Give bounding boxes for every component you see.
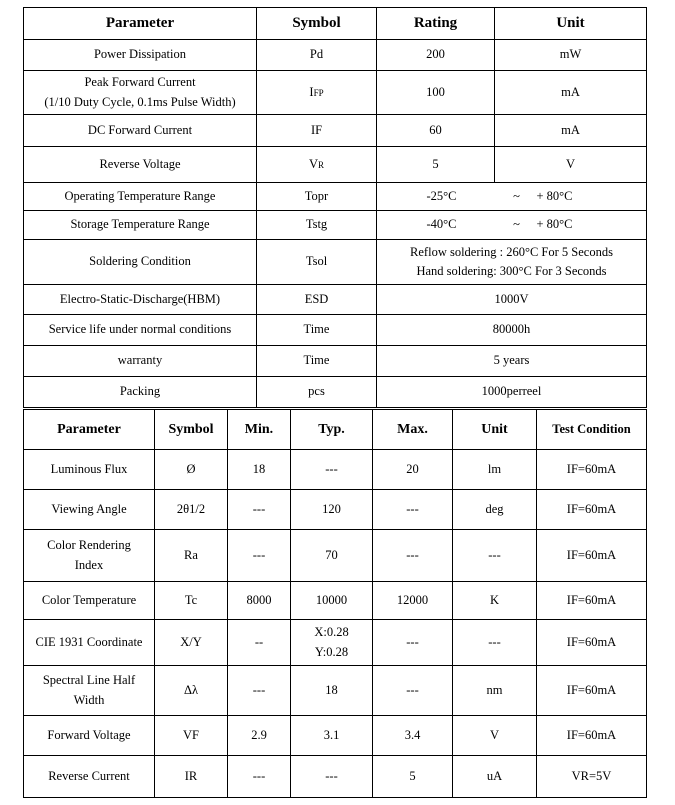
parameter-cell: Soldering Condition xyxy=(24,240,257,285)
table-row xyxy=(24,211,647,240)
test-condition-cell: IF=60mA xyxy=(537,530,647,582)
header-symbol: Symbol xyxy=(155,410,228,450)
max-cell: --- xyxy=(373,490,453,530)
test-condition-cell: IF=60mA xyxy=(537,450,647,490)
parameter-cell: Reverse Voltage xyxy=(24,147,257,183)
unit-cell: --- xyxy=(453,530,537,582)
table-header-row xyxy=(24,8,647,40)
header-unit: Unit xyxy=(453,410,537,450)
header-parameter: Parameter xyxy=(24,410,155,450)
test-condition-cell: IF=60mA xyxy=(537,582,647,620)
table-row xyxy=(24,183,647,211)
symbol-cell: Pd xyxy=(257,40,377,71)
range-separator: ~ xyxy=(513,188,520,203)
parameter-line: (1/10 Duty Cycle, 0.1ms Pulse Width) xyxy=(44,94,236,109)
symbol-cell: Topr xyxy=(257,183,377,211)
min-cell: --- xyxy=(228,490,291,530)
test-condition-cell: IF=60mA xyxy=(537,716,647,756)
table-row xyxy=(24,315,647,346)
symbol-cell: IF xyxy=(257,115,377,147)
table-row xyxy=(24,71,647,115)
rating-range-cell xyxy=(377,183,647,211)
range-high: + 80°C xyxy=(536,188,573,203)
table-row xyxy=(24,620,647,666)
table-row xyxy=(24,530,647,582)
rating-value-cell: 80000h xyxy=(377,315,647,346)
parameter-line: Spectral Line Half xyxy=(42,673,136,688)
min-cell: 2.9 xyxy=(228,716,291,756)
unit-cell: mW xyxy=(495,40,647,71)
parameter-cell xyxy=(24,71,257,115)
header-symbol: Symbol xyxy=(257,8,377,40)
table-row xyxy=(24,346,647,377)
unit-cell: V xyxy=(495,147,647,183)
header-unit: Unit xyxy=(495,8,647,40)
parameter-cell: Reverse Current xyxy=(24,756,155,798)
parameter-cell: Power Dissipation xyxy=(24,40,257,71)
symbol-main: V xyxy=(308,156,318,171)
table-header-row xyxy=(24,410,647,450)
min-cell: 18 xyxy=(228,450,291,490)
table-row xyxy=(24,582,647,620)
min-cell: --- xyxy=(228,756,291,798)
table-row xyxy=(24,240,647,285)
symbol-cell: VF xyxy=(155,716,228,756)
table-row xyxy=(24,666,647,716)
unit-cell: lm xyxy=(453,450,537,490)
min-cell: --- xyxy=(228,666,291,716)
table-row xyxy=(24,115,647,147)
typ-cell: 70 xyxy=(291,530,373,582)
table-row xyxy=(24,716,647,756)
header-rating: Rating xyxy=(377,8,495,40)
symbol-cell: ESD xyxy=(257,285,377,315)
symbol-cell xyxy=(257,71,377,115)
parameter-cell xyxy=(24,530,155,582)
value-line: Hand soldering: 300°C For 3 Seconds xyxy=(416,264,607,278)
unit-cell: uA xyxy=(453,756,537,798)
header-test-condition: Test Condition xyxy=(537,410,647,450)
typ-cell: --- xyxy=(291,450,373,490)
symbol-cell: Δλ xyxy=(155,666,228,716)
parameter-cell: Luminous Flux xyxy=(24,450,155,490)
table-row xyxy=(24,377,647,408)
min-cell: --- xyxy=(228,530,291,582)
test-condition-cell: VR=5V xyxy=(537,756,647,798)
characteristics-table xyxy=(23,409,647,798)
table-row xyxy=(24,285,647,315)
rating-value-cell: 1000perreel xyxy=(377,377,647,408)
header-typ: Typ. xyxy=(291,410,373,450)
absolute-ratings-table xyxy=(23,7,647,408)
rating-value-cell: 1000V xyxy=(377,285,647,315)
header-min: Min. xyxy=(228,410,291,450)
max-cell: --- xyxy=(373,666,453,716)
symbol-cell: pcs xyxy=(257,377,377,408)
symbol-cell: 2θ1/2 xyxy=(155,490,228,530)
parameter-line: Width xyxy=(73,692,105,707)
parameter-cell: Electro-Static-Discharge(HBM) xyxy=(24,285,257,315)
rating-value-cell: 5 years xyxy=(377,346,647,377)
rating-cell: 200 xyxy=(377,40,495,71)
header-parameter: Parameter xyxy=(24,8,257,40)
typ-line: X:0.28 xyxy=(314,625,349,640)
test-condition-cell: IF=60mA xyxy=(537,490,647,530)
min-cell: 8000 xyxy=(228,582,291,620)
table-row xyxy=(24,450,647,490)
symbol-cell: Tsol xyxy=(257,240,377,285)
symbol-cell: Ra xyxy=(155,530,228,582)
table-row xyxy=(24,147,647,183)
unit-cell: V xyxy=(453,716,537,756)
symbol-cell: Tc xyxy=(155,582,228,620)
max-cell: 3.4 xyxy=(373,716,453,756)
unit-cell: mA xyxy=(495,71,647,115)
parameter-cell: Storage Temperature Range xyxy=(24,211,257,240)
parameter-cell: Operating Temperature Range xyxy=(24,183,257,211)
parameter-cell: Service life under normal conditions xyxy=(24,315,257,346)
symbol-subscript: R xyxy=(318,159,325,170)
symbol-subscript: FP xyxy=(313,87,324,98)
parameter-cell: DC Forward Current xyxy=(24,115,257,147)
max-cell: 20 xyxy=(373,450,453,490)
typ-cell: 3.1 xyxy=(291,716,373,756)
unit-cell: nm xyxy=(453,666,537,716)
range-low: -25°C xyxy=(426,188,457,203)
unit-cell: deg xyxy=(453,490,537,530)
parameter-line: Color Rendering xyxy=(47,538,131,553)
table-row xyxy=(24,40,647,71)
parameter-cell xyxy=(24,666,155,716)
parameter-cell: warranty xyxy=(24,346,257,377)
typ-cell: 10000 xyxy=(291,582,373,620)
rating-range-cell xyxy=(377,211,647,240)
typ-cell: 120 xyxy=(291,490,373,530)
parameter-line: Peak Forward Current xyxy=(84,75,196,90)
symbol-cell: X/Y xyxy=(155,620,228,666)
unit-cell: K xyxy=(453,582,537,620)
table-row xyxy=(24,756,647,798)
parameter-cell: Viewing Angle xyxy=(24,490,155,530)
parameter-cell: Color Temperature xyxy=(24,582,155,620)
min-cell: -- xyxy=(228,620,291,666)
typ-line: Y:0.28 xyxy=(314,644,349,659)
typ-cell xyxy=(291,620,373,666)
max-cell: 5 xyxy=(373,756,453,798)
test-condition-cell: IF=60mA xyxy=(537,620,647,666)
parameter-cell: Packing xyxy=(24,377,257,408)
unit-cell: mA xyxy=(495,115,647,147)
range-low: -40°C xyxy=(426,217,457,232)
rating-cell: 100 xyxy=(377,71,495,115)
symbol-cell xyxy=(257,147,377,183)
typ-cell: --- xyxy=(291,756,373,798)
rating-value-cell xyxy=(377,240,647,285)
value-line: Reflow soldering : 260°C For 5 Seconds xyxy=(410,244,613,259)
rating-cell: 5 xyxy=(377,147,495,183)
parameter-cell: CIE 1931 Coordinate xyxy=(24,620,155,666)
parameter-cell: Forward Voltage xyxy=(24,716,155,756)
symbol-cell: Tstg xyxy=(257,211,377,240)
unit-cell: --- xyxy=(453,620,537,666)
symbol-cell: Ø xyxy=(155,450,228,490)
header-max: Max. xyxy=(373,410,453,450)
table-row xyxy=(24,490,647,530)
parameter-line: Index xyxy=(74,557,104,572)
symbol-cell: Time xyxy=(257,315,377,346)
typ-cell: 18 xyxy=(291,666,373,716)
max-cell: --- xyxy=(373,530,453,582)
symbol-cell: IR xyxy=(155,756,228,798)
max-cell: 12000 xyxy=(373,582,453,620)
max-cell: --- xyxy=(373,620,453,666)
symbol-main: I xyxy=(309,84,314,99)
symbol-cell: Time xyxy=(257,346,377,377)
rating-cell: 60 xyxy=(377,115,495,147)
range-high: + 80°C xyxy=(536,217,573,232)
range-separator: ~ xyxy=(513,217,520,232)
test-condition-cell: IF=60mA xyxy=(537,666,647,716)
